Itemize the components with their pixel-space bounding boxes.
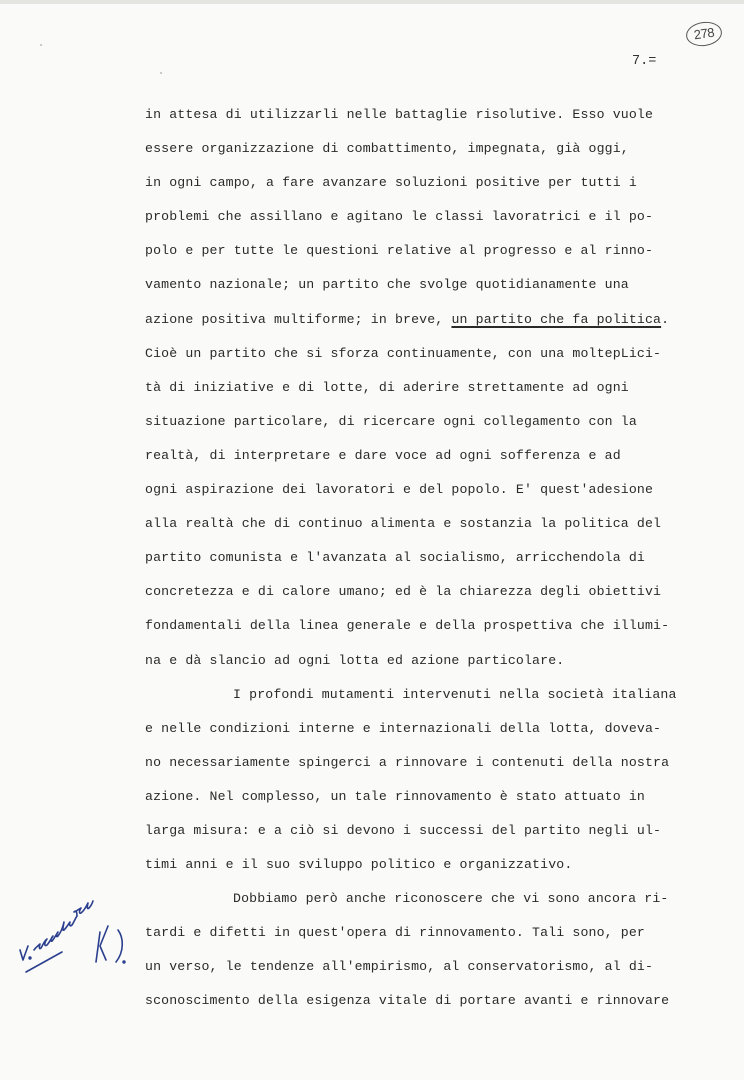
archive-number-stamp: 278: [685, 20, 724, 49]
text-line: alla realtà che di continuo alimenta e sostanzia la politica del: [145, 516, 662, 532]
text-line: vamento nazionale; un partito che svolge quotidianamente una: [145, 277, 629, 293]
text-segment: azione positiva multiforme; in breve,: [145, 311, 452, 327]
text-line: no necessariamente spingerci a rinnovare i contenuti della nostra: [145, 754, 670, 770]
text-line: sconoscimento della esigenza vitale di portare avanti e rinnovare: [145, 993, 670, 1009]
text-line: polo e per tutte le questioni relative al progresso e al rinno-: [145, 243, 654, 259]
text-line: un verso, le tendenze all'empirismo, al conservatorismo, al di-: [145, 959, 654, 975]
text-line: situazione particolare, di ricercare ogni collegamento con la: [145, 413, 637, 429]
handwritten-margin-note: [4, 888, 144, 978]
text-line: problemi che assillano e agitano le classi lavoratrici e il po-: [145, 209, 654, 225]
text-line: realtà, di interpretare e dare voce ad ogni sofferenza e ad: [145, 447, 621, 463]
text-line: concretezza e di calore umano; ed è la chiarezza degli obiettivi: [145, 584, 662, 600]
body-text: [145, 102, 735, 1023]
text-line: ogni aspirazione dei lavoratori e del popolo. E' quest'adesione: [145, 482, 654, 498]
page-number: 7.=: [632, 54, 657, 69]
underlined-phrase: un partito che fa politica: [451, 311, 662, 327]
text-line: timi anni e il suo sviluppo politico e organizzativo.: [145, 857, 573, 873]
text-line-indented: Dobbiamo però anche riconoscere che vi sono ancora ri-: [233, 891, 669, 907]
text-line: in attesa di utilizzarli nelle battaglie risolutive. Esso vuole: [145, 107, 654, 122]
text-line: tà di iniziative e di lotte, di aderire strettamente ad ogni: [145, 379, 629, 395]
text-line: tardi e difetti in quest'opera di rinnovamento. Tali sono, per: [145, 925, 645, 941]
page-edge: [0, 0, 744, 4]
text-line: essere organizzazione di combattimento, impegnata, già oggi,: [145, 141, 629, 157]
text-line: Cioè un partito che si sforza continuamente, con una moltepLici-: [145, 345, 662, 361]
text-line: partito comunista e l'avanzata al socialismo, arricchendola di: [145, 550, 645, 566]
text-line: in ogni campo, a fare avanzare soluzioni positive per tutti i: [145, 175, 637, 191]
text-line-indented: I profondi mutamenti intervenuti nella società italiana: [233, 686, 677, 702]
paper-speck: [160, 72, 162, 74]
paper-speck: [40, 44, 42, 46]
text-line: azione. Nel complesso, un tale rinnovamento è stato attuato in: [145, 788, 645, 804]
text-line-with-underline: [145, 307, 735, 341]
text-line: e nelle condizioni interne e internazionali della lotta, doveva-: [145, 720, 662, 736]
text-segment: .: [661, 311, 670, 327]
text-line: na e dà slancio ad ogni lotta ed azione particolare.: [145, 652, 565, 668]
text-line: fondamentali della linea generale e della prospettiva che illumi-: [145, 618, 670, 634]
text-line: larga misura: e a ciò si devono i successi del partito negli ul-: [145, 822, 662, 838]
